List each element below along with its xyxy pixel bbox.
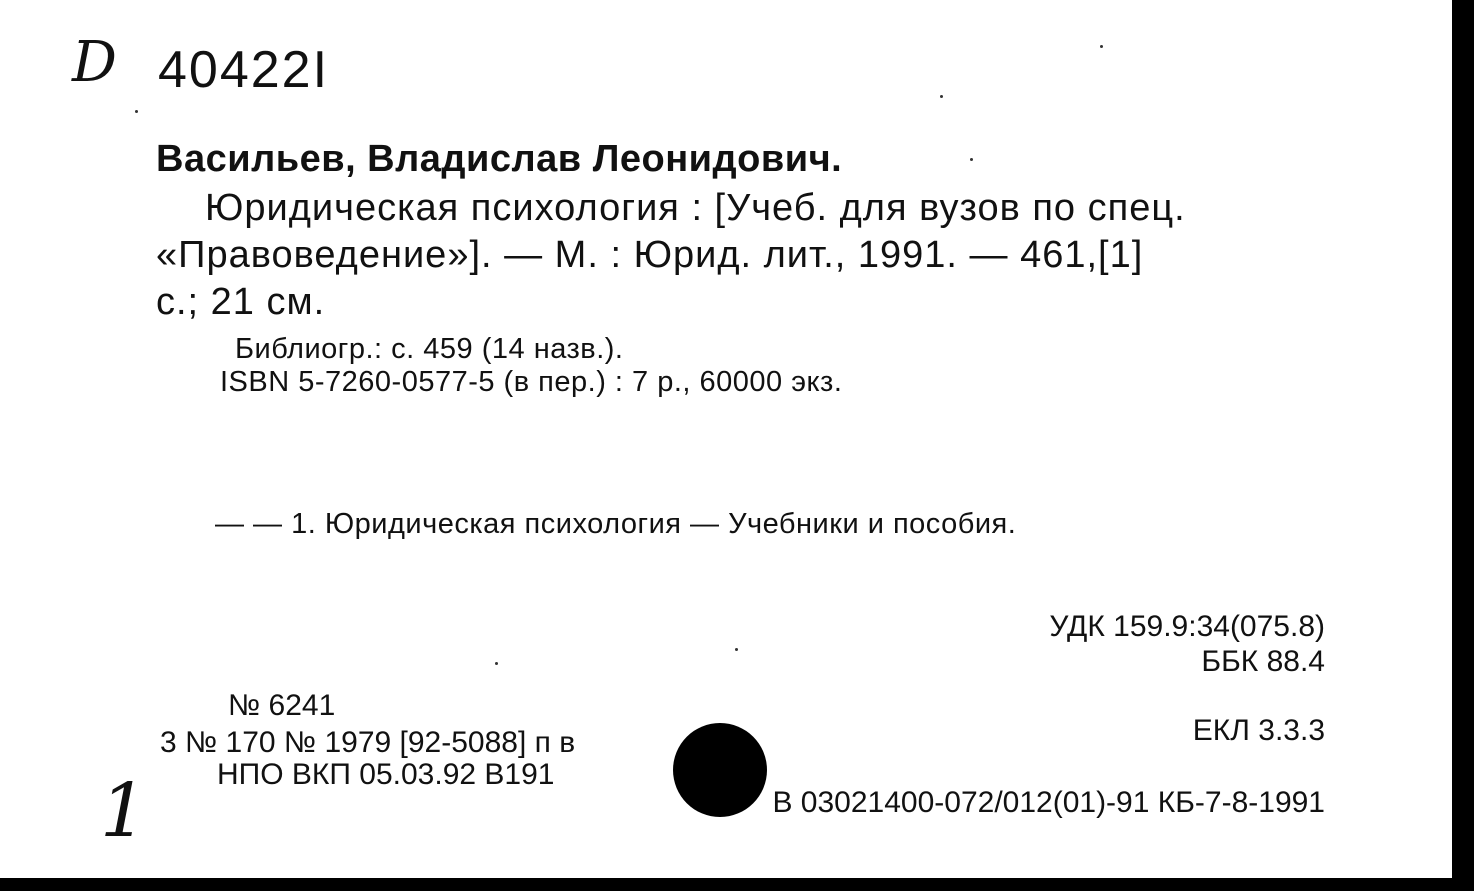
order-number: № 6241 bbox=[228, 689, 336, 722]
speck bbox=[940, 95, 943, 98]
ekl-code: ЕКЛ 3.3.3 bbox=[1192, 714, 1325, 747]
speck bbox=[495, 662, 498, 665]
call-number: 40422I bbox=[158, 41, 330, 99]
margin-mark: 1 bbox=[100, 768, 148, 854]
code-line: В 03021400-072/012(01)-91 КБ-7-8-1991 bbox=[772, 786, 1325, 819]
call-number-letter: D bbox=[72, 30, 117, 95]
title-line-2: «Правоведение»]. — М. : Юрид. лит., 1991. — 461,[1] bbox=[156, 234, 1144, 276]
author-heading: Васильев, Владислав Леонидович. bbox=[156, 138, 843, 180]
speck bbox=[970, 158, 973, 161]
npo-line: НПО ВКП 05.03.92 В191 bbox=[217, 758, 555, 791]
speck bbox=[1100, 45, 1103, 48]
punch-hole bbox=[673, 723, 767, 817]
bbk-code: ББК 88.4 bbox=[1201, 645, 1325, 678]
speck bbox=[135, 110, 138, 113]
udc-code: УДК 159.9:34(075.8) bbox=[1049, 610, 1325, 643]
title-line-3: с.; 21 см. bbox=[156, 281, 326, 323]
subject-heading: — — 1. Юридическая психология — Учебники и пособия. bbox=[215, 508, 1017, 540]
speck bbox=[735, 648, 738, 651]
bibliography-note: Библиогр.: с. 459 (14 назв.). bbox=[235, 333, 624, 365]
isbn-line: ISBN 5-7260-0577-5 (в пер.) : 7 р., 60000 экз. bbox=[220, 366, 843, 398]
print-line: 3 № 170 № 1979 [92-5088] п в bbox=[160, 726, 576, 759]
title-line-1: Юридическая психология : [Учеб. для вузов по спец. bbox=[205, 187, 1186, 229]
